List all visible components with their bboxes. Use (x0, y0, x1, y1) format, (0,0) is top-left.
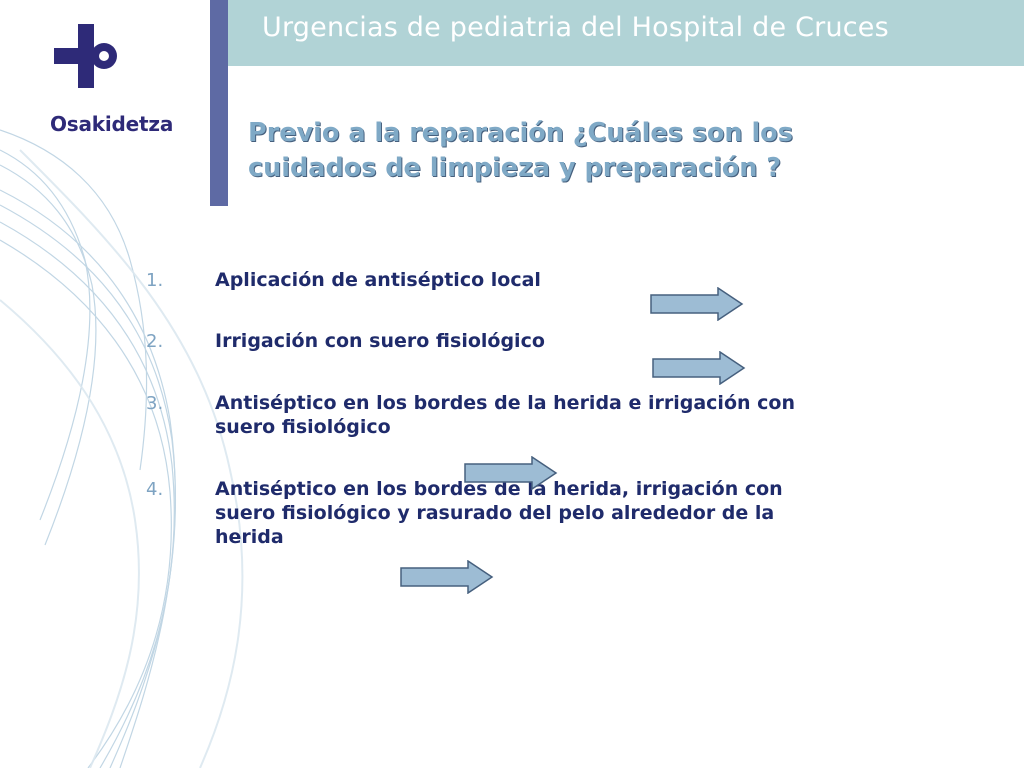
right-arrow-icon (400, 560, 494, 594)
slide-heading (248, 116, 948, 186)
step-text-line: Irrigación con suero fisiológico (215, 330, 545, 352)
step-text-line: suero fisiológico (215, 416, 391, 438)
step-text (215, 477, 915, 549)
step-text (215, 329, 915, 353)
step-number: 2. (146, 331, 164, 352)
logo-text: Osakidetza (50, 112, 174, 136)
step-text (215, 391, 915, 439)
osakidetza-cross-logo-icon (52, 22, 122, 92)
step-number: 4. (146, 479, 164, 500)
step-text-line: suero fisiológico y rasurado del pelo alrededor de la (215, 502, 775, 524)
slide-heading-line: cuidados de limpieza y preparación ? (248, 153, 782, 183)
right-arrow-icon (464, 456, 558, 490)
header-title: Urgencias de pediatria del Hospital de Cruces (262, 12, 889, 43)
right-arrow-icon (652, 351, 746, 385)
step-text-line: herida (215, 526, 284, 548)
slide-heading-line: Previo a la reparación ¿Cuáles son los (248, 118, 793, 148)
logo (50, 22, 180, 142)
step-text-line: Aplicación de antiséptico local (215, 269, 541, 291)
accent-bar (210, 0, 228, 206)
step-text (215, 268, 915, 292)
step-text-line: Antiséptico en los bordes de la herida e irrigación con (215, 392, 795, 414)
right-arrow-icon (650, 287, 744, 321)
step-text-line: Antiséptico en los bordes de la herida, irrigación con (215, 478, 783, 500)
step-number: 3. (146, 393, 164, 414)
step-number: 1. (146, 270, 164, 291)
